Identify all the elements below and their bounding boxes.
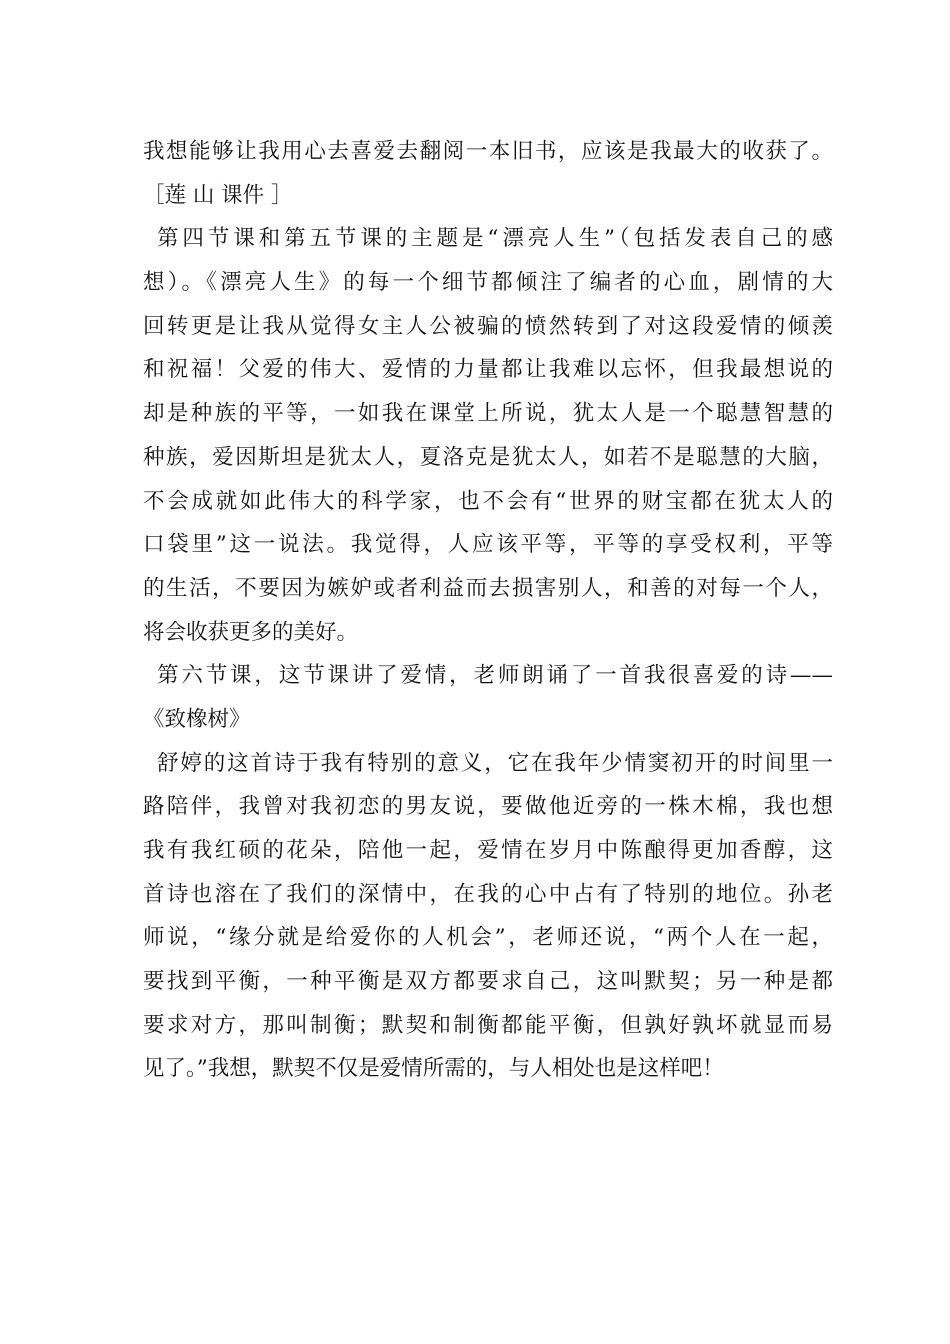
text-line: 要求对方，那叫制衡；默契和制衡都能平衡，但孰好孰坏就显而易 [143,1012,833,1038]
text-line: 《致橡树》 [143,706,251,732]
text-line: 种族，爱因斯坦是犹太人，夏洛克是犹太人，如若不是聪慧的大脑， [143,444,833,470]
text-line: 不会成就如此伟大的科学家，也不会有“世界的财宝都在犹太人的 [143,488,833,514]
text-line: 和祝福！父爱的伟大、爱情的力量都让我难以忘怀，但我最想说的 [143,357,833,383]
text-line: 舒婷的这首诗于我有特别的意义，它在我年少情窦初开的时间里一 [157,750,833,776]
text-line: 第六节课，这节课讲了爱情，老师朗诵了一首我很喜爱的诗—— [157,663,833,689]
text-line: 师说，“缘分就是给爱你的人机会”，老师还说，“两个人在一起， [143,925,833,951]
text-line: 却是种族的平等，一如我在课堂上所说，犹太人是一个聪慧智慧的 [143,401,833,427]
text-line: 想）。《漂亮人生》的每一个细节都倾注了编者的心血，剧情的大 [143,270,833,296]
text-line: 口袋里”这一说法。我觉得，人应该平等，平等的享受权利，平等 [143,532,833,558]
text-line: ［莲 山 课件 ］ [143,182,293,208]
text-line: 的生活，不要因为嫉妒或者利益而去损害别人，和善的对每一个人， [143,575,833,601]
text-line: 见了。”我想，默契不仅是爱情所需的，与人相处也是这样吧！ [143,1056,724,1082]
document-body [143,130,833,1091]
text-line: 路陪伴，我曾对我初恋的男友说，要做他近旁的一株木棉，我也想 [143,794,833,820]
text-line: 第四节课和第五节课的主题是“漂亮人生”（包括发表自己的感 [157,226,833,252]
text-line: 回转更是让我从觉得女主人公被骗的愤然转到了对这段爱情的倾羡 [143,313,833,339]
text-line: 要找到平衡，一种平衡是双方都要求自己，这叫默契；另一种是都 [143,969,833,995]
text-line: 我想能够让我用心去喜爱去翻阅一本旧书，应该是我最大的收获了。 [143,139,833,164]
text-line: 我有我红硕的花朵，陪他一起，爱情在岁月中陈酿得更加香醇，这 [143,838,833,863]
text-line: 首诗也溶在了我们的深情中，在我的心中占有了特别的地位。孙老 [143,881,833,907]
text-line: 将会收获更多的美好。 [143,619,359,645]
